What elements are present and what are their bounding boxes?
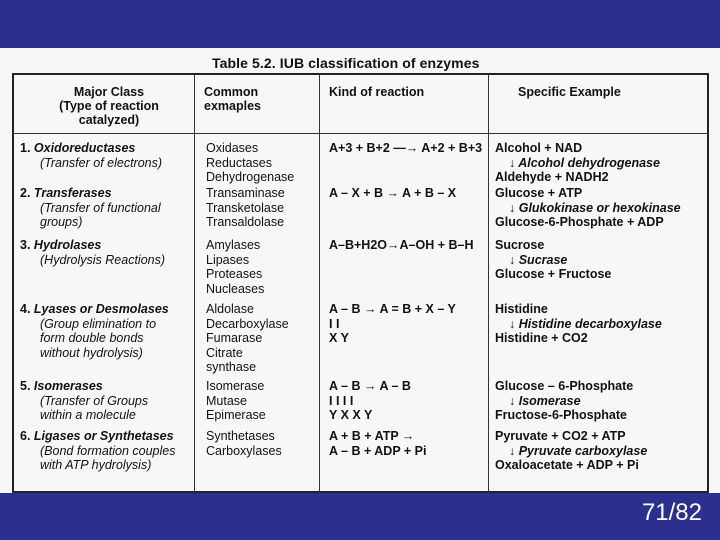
reaction-line: A–B+H2O→A–OH + B–H [329, 238, 474, 252]
specific-example-line: Glucose + Fructose [495, 267, 612, 282]
class-name: Hydrolases [33, 238, 102, 252]
major-class-cell [20, 429, 176, 473]
header-divider [14, 133, 707, 134]
column-divider [194, 75, 195, 491]
specific-example-line: ↓ Alcohol dehydrogenase [509, 155, 660, 170]
specific-example-line: Oxaloacetate + ADP + Pi [495, 458, 639, 473]
class-description: (Transfer of electrons) [40, 155, 163, 170]
header-major-class: Major Class (Type of reaction catalyzed) [59, 85, 159, 127]
reaction-cell [329, 302, 456, 346]
class-description: groups) [40, 215, 83, 230]
example-enzyme: Nucleases [206, 281, 265, 296]
example-enzyme: synthase [206, 360, 257, 375]
class-description: (Transfer of Groups [40, 393, 149, 408]
example-enzyme: Oxidases [206, 141, 259, 155]
reaction-line: A – B + ADP + Pi [329, 443, 427, 458]
example-enzyme: Reductases [206, 155, 273, 170]
specific-example-line: Aldehyde + NADH2 [495, 170, 609, 185]
class-description: without hydrolysis) [40, 345, 143, 360]
example-enzyme: Amylases [206, 238, 261, 252]
specific-example-line: Glucose – 6-Phosphate [495, 379, 634, 393]
common-examples-cell [206, 302, 289, 375]
class-name: Isomerases [33, 379, 103, 393]
reaction-line: A + B + ATP → [329, 429, 415, 443]
specific-example-line: ↓ Glukokinase or hexokinase [509, 200, 681, 215]
class-description: (Transfer of functional [40, 200, 161, 215]
common-examples-cell [206, 186, 285, 230]
class-title [20, 186, 161, 201]
specific-example-line: Pyruvate + CO2 + ATP [495, 429, 626, 443]
reaction-line: A – B → A – B [329, 379, 411, 393]
example-enzyme: Synthetases [206, 429, 275, 443]
class-description: form double bonds [40, 331, 144, 346]
example-enzyme: Fumarase [206, 331, 263, 346]
reaction-line: I I [329, 316, 340, 331]
specific-example-line: Sucrose [495, 238, 545, 252]
specific-example-line: Histidine [495, 302, 548, 316]
specific-example-line: ↓ Pyruvate carboxylase [509, 443, 648, 458]
example-enzyme: Citrate [206, 345, 243, 360]
class-description: within a molecule [40, 408, 136, 423]
major-class-cell [20, 379, 148, 423]
class-description: (Bond formation couples [40, 443, 176, 458]
example-enzyme: Epimerase [206, 408, 266, 423]
specific-example-cell [495, 302, 662, 346]
class-description: (Group elimination to [40, 316, 157, 331]
footer-band [0, 493, 720, 540]
header-kind-of-reaction: Kind of reaction [329, 85, 425, 99]
major-class-cell [20, 186, 161, 230]
common-examples-cell [206, 429, 282, 458]
class-name: Lyases or Desmolases [33, 302, 169, 316]
header-common-examples: Common exmaples [204, 85, 261, 113]
reaction-line: A – B → A = B + X – Y [329, 302, 456, 316]
example-enzyme: Carboxylases [206, 443, 282, 458]
class-name: Oxidoreductases [33, 141, 136, 155]
reaction-cell [329, 186, 456, 201]
major-class-cell [20, 238, 165, 267]
page-number: 71/82 [641, 499, 702, 526]
reaction-cell [329, 238, 474, 253]
example-enzyme: Transketolase [206, 200, 285, 215]
column-divider [319, 75, 320, 491]
class-title [20, 238, 165, 253]
class-title [20, 379, 148, 394]
example-enzyme: Isomerase [206, 379, 265, 393]
row-number: 6. [20, 429, 31, 443]
specific-example-cell [495, 429, 647, 473]
reaction-cell [329, 141, 482, 156]
specific-example-line: ↓ Isomerase [509, 393, 581, 408]
specific-example-cell [495, 186, 681, 230]
reaction-line: I I I I [329, 393, 354, 408]
specific-example-line: Glucose + ATP [495, 186, 583, 200]
common-examples-cell [206, 238, 264, 296]
specific-example-line: Alcohol + NAD [495, 141, 583, 155]
reaction-cell [329, 429, 427, 458]
common-examples-cell [206, 379, 266, 423]
specific-example-line: ↓ Sucrase [509, 252, 568, 267]
column-divider [488, 75, 489, 491]
example-enzyme: Transaldolase [206, 215, 285, 230]
example-enzyme: Decarboxylase [206, 316, 289, 331]
row-number: 4. [20, 302, 31, 316]
specific-example-line: Fructose-6-Phosphate [495, 408, 627, 423]
example-enzyme: Lipases [206, 252, 250, 267]
example-enzyme: Proteases [206, 267, 263, 282]
row-number: 1. [20, 141, 31, 155]
row-number: 5. [20, 379, 31, 393]
class-title [20, 141, 162, 156]
table-caption: Table 5.2. IUB classification of enzymes [212, 55, 480, 71]
row-number: 3. [20, 238, 31, 252]
reaction-line: X Y [329, 331, 349, 346]
reaction-line: A – X + B → A + B – X [329, 186, 457, 200]
class-description: with ATP hydrolysis) [40, 458, 152, 473]
specific-example-cell [495, 379, 633, 423]
class-name: Ligases or Synthetases [33, 429, 174, 443]
major-class-cell [20, 302, 169, 360]
specific-example-cell [495, 238, 611, 282]
class-name: Transferases [33, 186, 112, 200]
major-class-cell [20, 141, 162, 170]
top-title-band [0, 0, 720, 48]
reaction-line: Y X X Y [329, 408, 373, 423]
reaction-cell [329, 379, 411, 423]
specific-example-line: Histidine + CO2 [495, 331, 588, 346]
common-examples-cell [206, 141, 294, 185]
specific-example-cell [495, 141, 660, 185]
row-number: 2. [20, 186, 31, 200]
example-enzyme: Transaminase [206, 186, 285, 200]
specific-example-line: Glucose-6-Phosphate + ADP [495, 215, 664, 230]
reaction-line: A+3 + B+2 —→ A+2 + B+3 [329, 141, 483, 155]
enzyme-classification-table [12, 73, 709, 493]
example-enzyme: Dehydrogenase [206, 170, 295, 185]
class-title [20, 302, 169, 317]
class-description: (Hydrolysis Reactions) [40, 252, 166, 267]
header-specific-example: Specific Example [518, 85, 621, 99]
example-enzyme: Aldolase [206, 302, 254, 316]
class-title [20, 429, 176, 444]
specific-example-line: ↓ Histidine decarboxylase [509, 316, 662, 331]
example-enzyme: Mutase [206, 393, 247, 408]
